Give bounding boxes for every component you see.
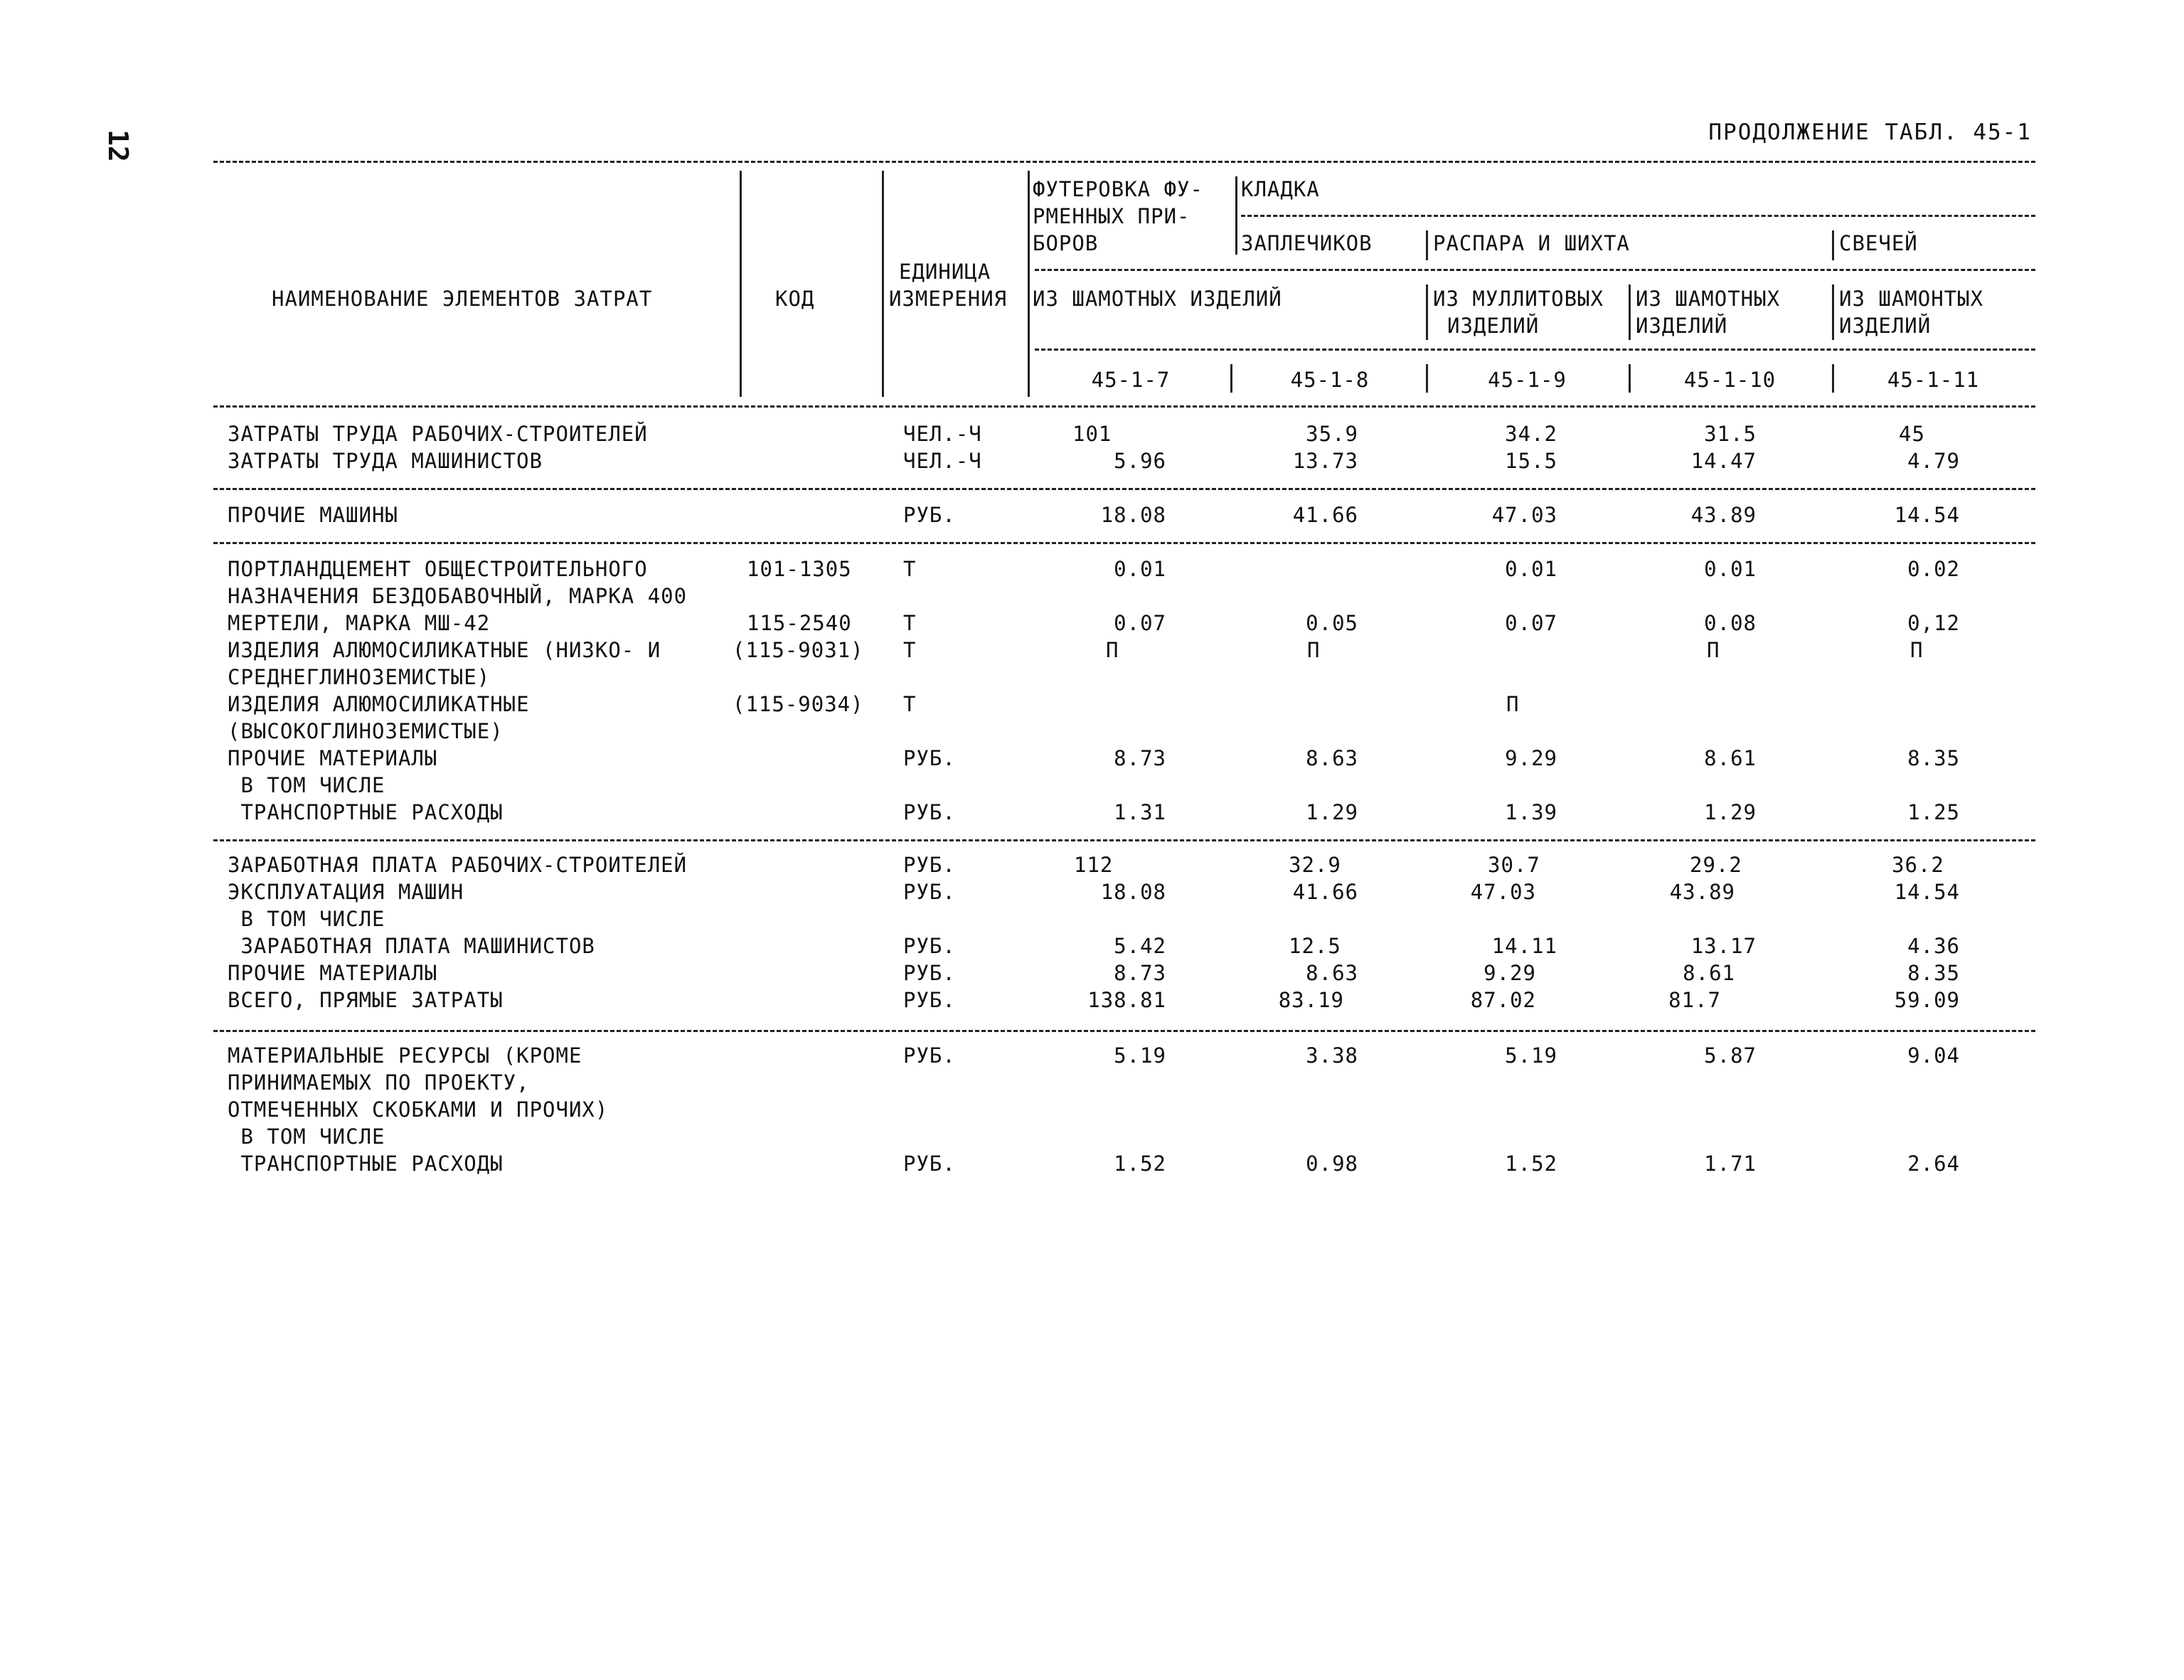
row-unit: Т [903,692,917,716]
row-name: ТРАНСПОРТНЫЕ РАСХОДЫ [228,1152,504,1176]
header-code-3: 45-1-9 [1488,368,1567,392]
row-value: 4.79 [1907,449,1960,473]
row-name: ЗАРАБОТНАЯ ПЛАТА МАШИНИСТОВ [228,934,595,958]
row-value: 47.03 [1470,880,1536,904]
row-unit: РУБ. [903,1152,956,1176]
rule-sec-3 [213,839,2035,841]
row-value: 32.9 [1289,853,1341,877]
row-value: 4.36 [1907,934,1960,958]
row-value: 0.01 [1505,557,1557,581]
row-value: 1.52 [1505,1152,1557,1176]
row-name: СРЕДНЕГЛИНОЗЕМИСТЫЕ) [228,665,491,689]
vbar-code-unit [882,171,884,397]
row-value: 13.73 [1292,449,1358,473]
row-unit: РУБ. [903,853,956,877]
header-code: КОД [775,287,815,311]
row-name: ТРАНСПОРТНЫЕ РАСХОДЫ [228,800,504,824]
row-value: 2.64 [1907,1152,1960,1176]
row-value: 83.19 [1278,988,1344,1012]
header-iz-mullitovyh-1: ИЗ МУЛЛИТОВЫХ [1433,287,1604,311]
row-value: 8.35 [1907,746,1960,770]
vbar-code-1 [1230,364,1232,393]
row-unit: ЧЕЛ.-Ч [903,449,982,473]
header-name: НАИМЕНОВАНИЕ ЭЛЕМЕНТОВ ЗАТРАТ [272,287,653,311]
row-value: 36.2 [1892,853,1944,877]
header-code-5: 45-1-11 [1887,368,1980,392]
header-raspara: РАСПАРА И ШИХТА [1433,231,1630,255]
row-value: 0.07 [1505,611,1557,635]
row-value: 0,12 [1907,611,1960,635]
row-value: 0.01 [1704,557,1757,581]
row-value: 9.29 [1505,746,1557,770]
vbar-name-code [740,171,742,397]
row-value: 18.08 [1100,503,1166,527]
row-unit: Т [903,611,917,635]
row-value: 5.42 [1114,934,1166,958]
row-value: 1.29 [1306,800,1358,824]
row-value: 0.07 [1114,611,1166,635]
row-name: ПРИНИМАЕМЫХ ПО ПРОЕКТУ, [228,1070,530,1095]
row-value: 112 [1074,853,1114,877]
row-name: ИЗДЕЛИЯ АЛЮМОСИЛИКАТНЫЕ [228,692,530,716]
header-unit-2: ИЗМЕРЕНИЯ [889,287,1008,311]
header-futerovka-1: ФУТЕРОВКА ФУ- [1033,177,1203,201]
row-unit: ЧЕЛ.-Ч [903,422,982,446]
vbar-raspara-svechey [1832,230,1834,260]
row-value: 29.2 [1690,853,1742,877]
vbar-sham-shamont [1832,285,1834,340]
rule-sec-1 [213,488,2035,490]
row-value: 0.01 [1114,557,1166,581]
header-kladka: КЛАДКА [1241,177,1320,201]
header-iz-shamotnyh-2: ИЗДЕЛИЙ [1636,314,1728,338]
row-unit: РУБ. [903,988,956,1012]
row-value: 41.66 [1292,503,1358,527]
row-value: 15.5 [1505,449,1557,473]
row-value: 14.54 [1894,503,1960,527]
row-unit: РУБ. [903,503,956,527]
row-value: 1.39 [1505,800,1557,824]
rule-codes [1035,349,2035,351]
row-value: 43.89 [1690,503,1757,527]
row-name: ПРОЧИЕ МАТЕРИАЛЫ [228,961,438,985]
row-value: 8.63 [1306,961,1358,985]
row-name: ИЗДЕЛИЯ АЛЮМОСИЛИКАТНЫЕ (НИЗКО- И [228,638,661,662]
row-value: 14.54 [1894,880,1960,904]
row-code: 115-2540 [747,611,852,635]
row-name: ВСЕГО, ПРЯМЫЕ ЗАТРАТЫ [228,988,504,1012]
row-value: 5.19 [1114,1043,1166,1068]
vbar-code-3 [1629,364,1631,393]
row-value: 12.5 [1289,934,1341,958]
header-code-2: 45-1-8 [1290,368,1370,392]
header-unit-1: ЕДИНИЦА [899,260,991,284]
row-value: 81.7 [1668,988,1721,1012]
row-value: 1.25 [1907,800,1960,824]
row-value: 13.17 [1690,934,1757,958]
row-name: ЗАРАБОТНАЯ ПЛАТА РАБОЧИХ-СТРОИТЕЛЕЙ [228,853,688,877]
header-iz-shamontyh-1: ИЗ ШАМОНТЫХ [1839,287,1984,311]
row-value: 31.5 [1704,422,1757,446]
row-code: (115-9034) [733,692,864,716]
row-value: П [1910,638,1924,662]
row-value: 5.87 [1704,1043,1757,1068]
row-value: 8.61 [1683,961,1735,985]
row-name: В ТОМ ЧИСЛЕ [228,1125,385,1149]
row-value: 0.98 [1306,1152,1358,1176]
row-unit: РУБ. [903,961,956,985]
row-value: 8.73 [1114,961,1166,985]
row-value: 59.09 [1894,988,1960,1012]
row-value: П [1106,638,1119,662]
vbar-futerovka-kladka [1235,176,1237,255]
header-code-4: 45-1-10 [1683,368,1777,392]
row-name: ЭКСПЛУАТАЦИЯ МАШИН [228,880,464,904]
page-number: 12 [102,129,134,162]
continuation-title: ПРОДОЛЖЕНИЕ ТАБЛ. 45-1 [1708,119,2032,145]
vbar-unit-values [1028,171,1030,397]
row-value: 8.73 [1114,746,1166,770]
row-name: ОТМЕЧЕННЫХ СКОБКАМИ И ПРОЧИХ) [228,1097,609,1122]
row-unit: РУБ. [903,880,956,904]
row-value: 5.19 [1505,1043,1557,1068]
row-value: 45 [1899,422,1925,446]
row-name: МЕРТЕЛИ, МАРКА МШ-42 [228,611,491,635]
row-value: П [1307,638,1321,662]
row-value: 9.04 [1907,1043,1960,1068]
row-value: 0.08 [1704,611,1757,635]
row-unit: РУБ. [903,1043,956,1068]
header-code-1: 45-1-7 [1091,368,1171,392]
row-value: 14.11 [1491,934,1557,958]
row-value: 43.89 [1669,880,1735,904]
rule-subhead [1035,269,2035,271]
row-value: 18.08 [1100,880,1166,904]
vbar-mull-sham [1629,285,1631,340]
rule-sec-2 [213,542,2035,544]
row-value: 8.63 [1306,746,1358,770]
header-iz-shamotnyh-1: ИЗ ШАМОТНЫХ [1636,287,1781,311]
row-name: НАЗНАЧЕНИЯ БЕЗДОБАВОЧНЫЙ, МАРКА 400 [228,584,688,608]
row-value: 138.81 [1087,988,1166,1012]
row-value: 35.9 [1306,422,1358,446]
header-zaplechikov: ЗАПЛЕЧИКОВ [1241,231,1373,255]
row-value: 14.47 [1690,449,1757,473]
row-value: 30.7 [1488,853,1540,877]
row-value: 1.29 [1704,800,1757,824]
header-futerovka-3: БОРОВ [1033,231,1099,255]
row-unit: Т [903,638,917,662]
header-iz-mullitovyh-2: ИЗДЕЛИЙ [1447,314,1540,338]
row-code: 101-1305 [747,557,852,581]
row-unit: РУБ. [903,746,956,770]
header-iz-shamotnyh-izdeliy: ИЗ ШАМОТНЫХ ИЗДЕЛИЙ [1033,287,1282,311]
row-name: МАТЕРИАЛЬНЫЕ РЕСУРСЫ (КРОМЕ [228,1043,582,1068]
rule-kladka [1241,215,2035,217]
row-name: В ТОМ ЧИСЛЕ [228,907,385,931]
row-value: 87.02 [1470,988,1536,1012]
row-value: 8.61 [1704,746,1757,770]
row-name: В ТОМ ЧИСЛЕ [228,773,385,797]
row-value: 3.38 [1306,1043,1358,1068]
vbar-izdeliy-mull [1426,285,1428,340]
header-iz-shamontyh-2: ИЗДЕЛИЙ [1839,314,1932,338]
row-name: ПРОЧИЕ МАТЕРИАЛЫ [228,746,438,770]
header-svechey: СВЕЧЕЙ [1839,231,1918,255]
row-code: (115-9031) [733,638,864,662]
row-value: 0.02 [1907,557,1960,581]
row-value: 1.71 [1704,1152,1757,1176]
vbar-code-4 [1832,364,1834,393]
row-value: 47.03 [1491,503,1557,527]
vbar-zapl-raspara [1426,230,1428,260]
vbar-code-2 [1426,364,1428,393]
header-futerovka-2: РМЕННЫХ ПРИ- [1033,204,1190,228]
row-value: П [1707,638,1720,662]
rule-sec-4 [213,1030,2035,1032]
row-value: 5.96 [1114,449,1166,473]
rule-top [213,161,2035,163]
row-name: ЗАТРАТЫ ТРУДА МАШИНИСТОВ [228,449,543,473]
row-name: (ВЫСОКОГЛИНОЗЕМИСТЫЕ) [228,719,504,743]
row-value: 34.2 [1505,422,1557,446]
row-value: 1.31 [1114,800,1166,824]
row-unit: РУБ. [903,800,956,824]
row-value: 9.29 [1483,961,1536,985]
row-name: ЗАТРАТЫ ТРУДА РАБОЧИХ-СТРОИТЕЛЕЙ [228,422,648,446]
row-value: 41.66 [1292,880,1358,904]
row-name: ПРОЧИЕ МАШИНЫ [228,503,398,527]
row-unit: РУБ. [903,934,956,958]
row-value: П [1506,692,1520,716]
row-name: ПОРТЛАНДЦЕМЕНТ ОБЩЕСТРОИТЕЛЬНОГО [228,557,648,581]
row-value: 101 [1072,422,1112,446]
row-value: 8.35 [1907,961,1960,985]
row-value: 0.05 [1306,611,1358,635]
rule-header-bottom [213,405,2035,408]
row-unit: Т [903,557,917,581]
row-value: 1.52 [1114,1152,1166,1176]
